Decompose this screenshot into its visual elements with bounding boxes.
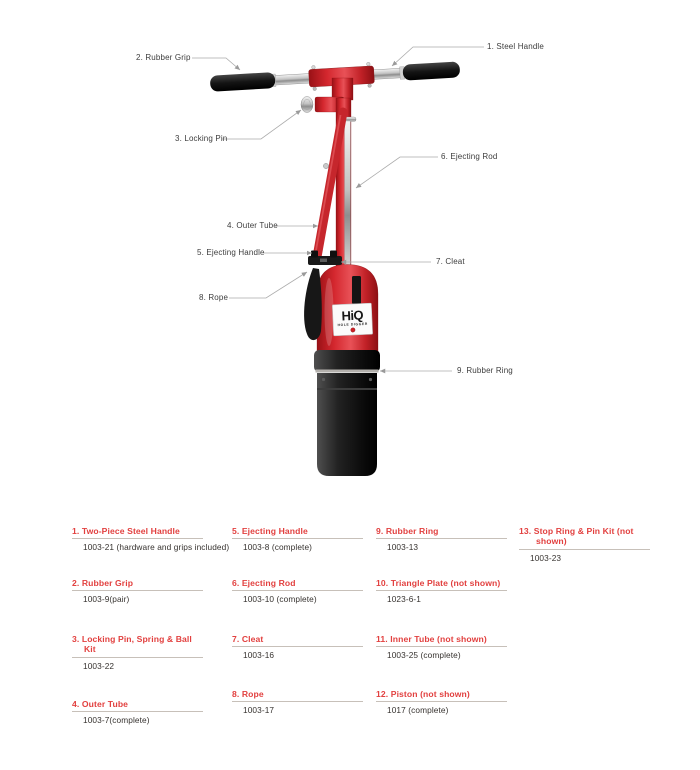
part-item-10 bbox=[376, 578, 507, 604]
part-item-5 bbox=[232, 526, 363, 552]
part-number: 1003-25 (complete) bbox=[387, 650, 461, 661]
locking-pin-knob bbox=[301, 97, 313, 113]
leader-rope bbox=[229, 272, 307, 298]
t-joint-neck bbox=[332, 78, 353, 100]
rope-paddle bbox=[304, 268, 322, 340]
callout-locking-pin: 3. Locking Pin bbox=[175, 134, 228, 143]
part-number: 1003-8 (complete) bbox=[243, 542, 313, 553]
part-title: 2. Rubber Grip bbox=[72, 578, 203, 591]
part-title: 5. Ejecting Handle bbox=[232, 526, 363, 539]
part-item-13 bbox=[519, 526, 650, 563]
part-number: 1017 (complete) bbox=[387, 705, 449, 716]
leader-ejecting-rod bbox=[356, 157, 438, 188]
tube-bolt bbox=[323, 163, 328, 168]
callout-rubber-ring: 9. Rubber Ring bbox=[457, 366, 513, 375]
callout-rubber-grip: 2. Rubber Grip bbox=[136, 53, 191, 62]
rubber-ring-drawing bbox=[316, 370, 379, 373]
part-item-4 bbox=[72, 699, 203, 725]
body-collar bbox=[314, 350, 380, 372]
part-title: 3. Locking Pin, Spring & Ball Kit bbox=[72, 634, 203, 658]
part-title: 6. Ejecting Rod bbox=[232, 578, 363, 591]
part-title: 12. Piston (not shown) bbox=[376, 689, 507, 702]
part-item-11 bbox=[376, 634, 507, 660]
part-title: 13. Stop Ring & Pin Kit (not shown) bbox=[519, 526, 650, 550]
part-number: 1003-9(pair) bbox=[83, 594, 130, 605]
part-number: 1003-13 bbox=[387, 542, 419, 553]
rubber-grip-left bbox=[210, 72, 276, 92]
part-title: 7. Cleat bbox=[232, 634, 363, 647]
callout-steel-handle: 1. Steel Handle bbox=[487, 42, 544, 51]
part-number: 1023-6-1 bbox=[387, 594, 422, 605]
rubber-grip-right bbox=[402, 61, 460, 80]
body-slot bbox=[352, 276, 361, 304]
part-item-7 bbox=[232, 634, 363, 660]
part-title: 11. Inner Tube (not shown) bbox=[376, 634, 507, 647]
part-number: 1003-17 bbox=[243, 705, 275, 716]
part-item-8 bbox=[232, 689, 363, 715]
part-number: 1003-23 bbox=[530, 552, 562, 563]
part-number: 1003-16 bbox=[243, 650, 275, 661]
brand-label bbox=[332, 303, 372, 336]
part-number: 1003-10 (complete) bbox=[243, 594, 317, 605]
brand-dot bbox=[351, 328, 355, 332]
part-item-9 bbox=[376, 526, 507, 552]
part-number: 1003-22 bbox=[83, 660, 115, 671]
callout-ejecting-rod: 6. Ejecting Rod bbox=[441, 152, 498, 161]
part-title: 9. Rubber Ring bbox=[376, 526, 507, 539]
part-title: 10. Triangle Plate (not shown) bbox=[376, 578, 507, 591]
part-number: 1003-7(complete) bbox=[83, 715, 150, 726]
callout-rope: 8. Rope bbox=[199, 293, 229, 302]
callout-outer-tube: 4. Outer Tube bbox=[227, 221, 278, 230]
part-item-12 bbox=[376, 689, 507, 715]
brand-name: HiQ bbox=[341, 307, 364, 324]
part-item-3 bbox=[72, 634, 203, 671]
part-title: 1. Two-Piece Steel Handle bbox=[72, 526, 203, 539]
leader-rubber-grip bbox=[192, 58, 240, 70]
part-item-1 bbox=[72, 526, 230, 553]
brand-tagline: HOLE DIGGER bbox=[337, 321, 368, 328]
part-title: 8. Rope bbox=[232, 689, 363, 702]
part-item-2 bbox=[72, 578, 203, 604]
part-item-6 bbox=[232, 578, 363, 604]
callout-cleat: 7. Cleat bbox=[436, 257, 465, 266]
ejecting-rod-drawing bbox=[345, 121, 351, 273]
leader-locking-pin bbox=[222, 110, 301, 139]
callout-ejecting-handle: 5. Ejecting Handle bbox=[197, 248, 265, 257]
part-number: 1003-21 (hardware and grips included) bbox=[83, 542, 230, 553]
part-title: 4. Outer Tube bbox=[72, 699, 203, 712]
